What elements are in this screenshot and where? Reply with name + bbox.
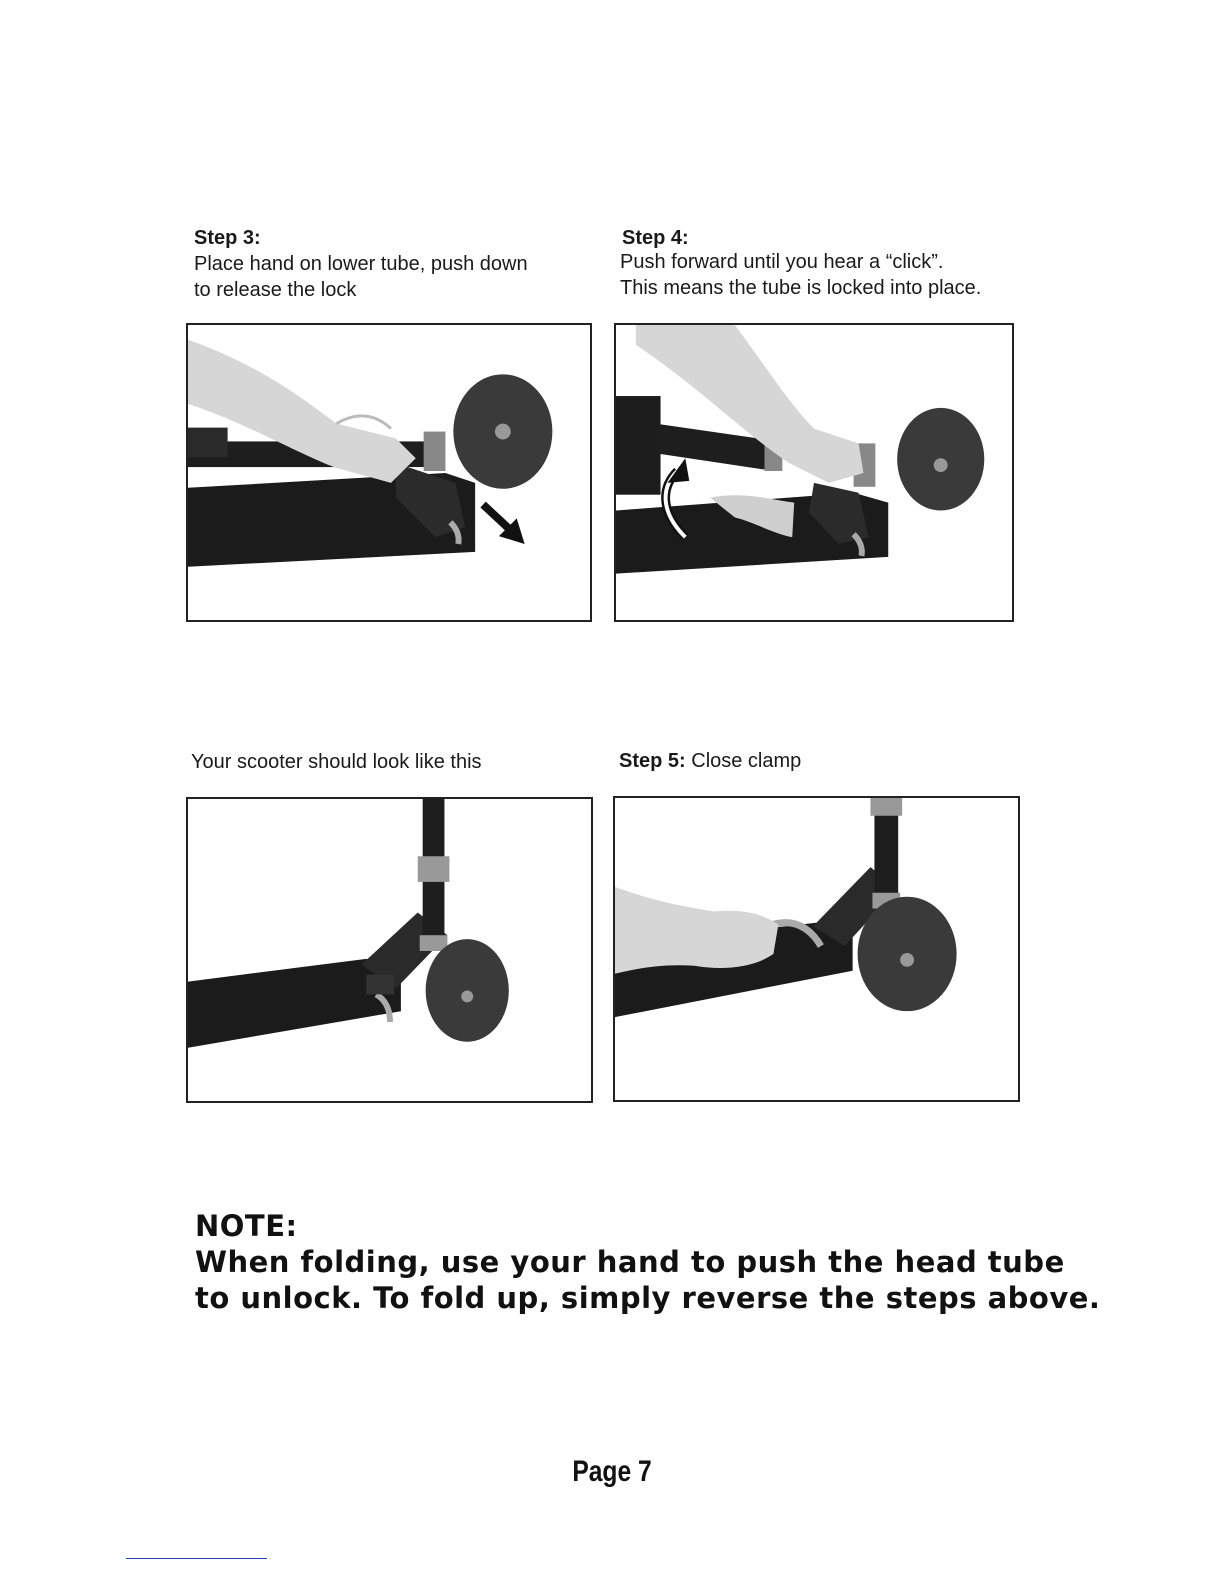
step5-text: Close clamp — [685, 750, 802, 772]
step3-photo — [186, 323, 592, 622]
step4-caption — [620, 225, 1040, 301]
step3-line2: to release the lock — [194, 279, 357, 301]
step4-heading: Step 4: — [622, 227, 689, 249]
step3-line1: Place hand on lower tube, push down — [194, 253, 528, 275]
step3-heading: Step 3: — [194, 227, 261, 249]
step4-line1: Push forward until you hear a “click”. — [620, 251, 944, 273]
note-line1: When folding, use your hand to push the head tube — [195, 1245, 1065, 1279]
step4-photo — [614, 323, 1014, 622]
page-number: Page 7 — [572, 1455, 652, 1488]
result-photo — [186, 797, 593, 1103]
footer-rule — [126, 1558, 267, 1559]
step5-heading: Step 5: — [619, 750, 686, 772]
step5-caption — [619, 748, 1019, 774]
note-block — [195, 1208, 1115, 1316]
step3-caption — [194, 225, 594, 303]
result-caption: Your scooter should look like this — [191, 751, 482, 773]
step4-line2: This means the tube is locked into place. — [620, 277, 982, 299]
note-line2: to unlock. To fold up, simply reverse the steps above. — [195, 1281, 1101, 1315]
note-title: NOTE: — [195, 1209, 298, 1243]
step5-photo — [613, 796, 1020, 1102]
